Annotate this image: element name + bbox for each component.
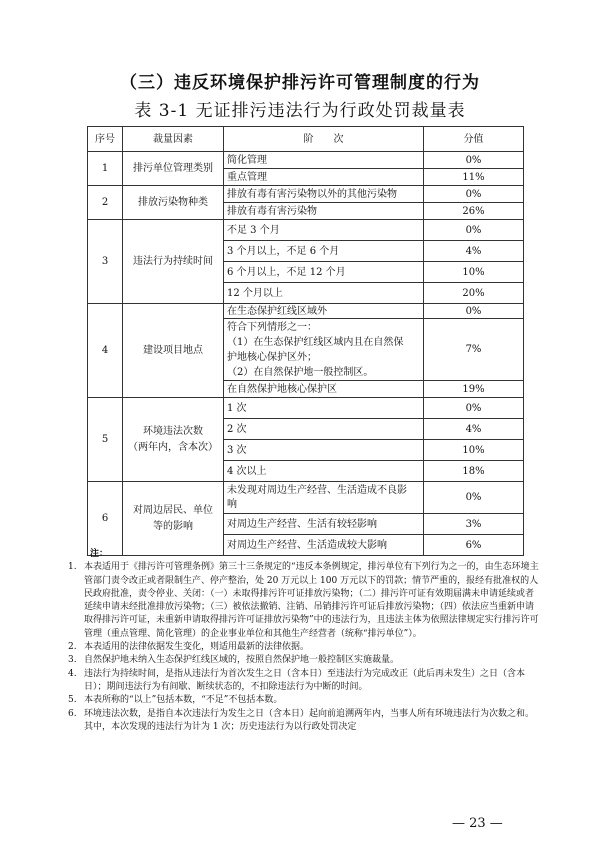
level-cell: 简化管理 — [224, 152, 424, 169]
score-cell: 0% — [424, 304, 524, 319]
factor-cell: 排放污染物种类 — [123, 186, 224, 220]
level-cell: 在生态保护红线区域外 — [224, 304, 424, 319]
level-cell: 1 次 — [224, 398, 424, 419]
note-number: 6. — [68, 708, 77, 719]
note-text: 本表适用的法律依据发生变化，则适用最新的法律依据。 — [84, 642, 310, 653]
row-number: 5 — [88, 398, 123, 482]
factor-cell — [123, 482, 224, 556]
score-cell: 0% — [424, 482, 524, 514]
note-number: 5. — [68, 695, 77, 706]
table-row — [88, 220, 524, 241]
level-cell — [224, 319, 424, 381]
page-number: — 23 — — [452, 816, 503, 831]
note-text: 违法行为持续时间，是指从违法行为首次发生之日（含本日）至违法行为完成改正（此后再未发生）之日（含本日）；期间违法行为有间歇、断续状态的，不扣除违法行为中断的时间。 — [84, 668, 526, 692]
score-cell: 11% — [424, 169, 524, 186]
row-number: 1 — [88, 152, 123, 186]
level-cell: 不足 3 个月 — [224, 220, 424, 241]
note-text: 环境违法次数，是指自本次违法行为发生之日（含本日）起向前追溯两年内，当事人所有环境违法行为次数之和。其中，本次发现的违法行为计为 1 次；历史违法行为以行政处罚决定 — [84, 708, 535, 732]
level-line: 符合下列情形之一： — [227, 321, 317, 333]
factor-cell: 排污单位管理类别 — [123, 152, 224, 186]
level-cell: 在自然保护地核心保护区 — [224, 381, 424, 398]
table-row — [88, 482, 524, 514]
table-row — [88, 186, 524, 203]
col-header-no: 序号 — [88, 127, 123, 152]
score-cell: 18% — [424, 461, 524, 482]
factor-line: 等的影响 — [153, 520, 193, 532]
level-cell: 重点管理 — [224, 169, 424, 186]
level-cell: 4 次以上 — [224, 461, 424, 482]
level-cell: 12 个月以上 — [224, 283, 424, 304]
note-item — [68, 561, 540, 641]
score-cell: 3% — [424, 514, 524, 535]
table-header-row — [88, 127, 524, 152]
score-cell: 19% — [424, 381, 524, 398]
note-number: 3. — [68, 655, 77, 666]
level-cell: 排放有毒有害污染物 — [224, 203, 424, 220]
note-number: 1. — [68, 562, 77, 573]
score-cell: 4% — [424, 419, 524, 440]
score-cell: 7% — [424, 319, 524, 381]
table-row — [88, 304, 524, 319]
col-header-factor: 裁量因素 — [123, 127, 224, 152]
factor-cell: 违法行为持续时间 — [123, 220, 224, 304]
note-item — [68, 708, 540, 735]
level-line: 未发现对周边生产经营、生活造成不良影 — [227, 484, 407, 496]
score-cell: 0% — [424, 186, 524, 203]
level-cell: 3 个月以上，不足 6 个月 — [224, 241, 424, 262]
note-item — [68, 668, 540, 695]
score-cell: 0% — [424, 398, 524, 419]
factor-line: （两年内，含本次） — [128, 441, 218, 453]
level-line: 响 — [227, 498, 237, 510]
table-row — [88, 398, 524, 419]
factor-cell: 建设项目地点 — [123, 304, 224, 398]
penalty-table — [87, 126, 524, 556]
col-header-score: 分值 — [424, 127, 524, 152]
note-item — [68, 641, 540, 654]
notes-section — [68, 548, 540, 734]
score-cell: 20% — [424, 283, 524, 304]
level-cell: 2 次 — [224, 419, 424, 440]
score-cell: 4% — [424, 241, 524, 262]
row-number: 6 — [88, 482, 123, 556]
row-number: 4 — [88, 304, 123, 398]
score-cell: 0% — [424, 220, 524, 241]
level-cell: 对周边生产经营、生活有较轻影响 — [224, 514, 424, 535]
score-cell: 6% — [424, 535, 524, 556]
note-text: 本表适用于《排污许可管理条例》第三十三条规定的“违反本条例规定，排污单位有下列行为之一的，由生态环境主管部门责令改正或者限制生产、停产整治，处 20 万元以上 100 万元以下的罚款；情节严重的，报经有批准权的人民政府批准，责令停业、关闭：（一）未取得排污许可证排放污染物；（二）排污许可证有效期届满未申请延续或者延续申请未经批准排放污染物；（三）被依法撤销、注销、吊销排污许可证后排放污染物；（四）依法应当重新申请取得排污许可证，未重新申请取得排污许可证排放污染物”中的违法行为，且违法主体为依照法律规定实行排污许可管理（重点管理、简化管理）的企业事业单位和其他生产经营者（统称“排污单位”）。 — [84, 562, 539, 639]
notes-title: 注： — [90, 549, 109, 559]
level-cell: 对周边生产经营、生活造成较大影响 — [224, 535, 424, 556]
level-line: 护地核心保护区外； — [227, 351, 317, 363]
level-cell — [224, 482, 424, 514]
col-header-level: 阶 次 — [224, 127, 424, 152]
level-cell: 6 个月以上，不足 12 个月 — [224, 262, 424, 283]
note-text: 自然保护地未纳入生态保护红线区域的，按照自然保护地一般控制区实施裁量。 — [84, 655, 400, 666]
note-item — [68, 654, 540, 667]
row-number: 3 — [88, 220, 123, 304]
note-item — [68, 694, 540, 707]
factor-cell — [123, 398, 224, 482]
note-number: 4. — [68, 668, 77, 679]
level-line: （2）在自然保护地一般控制区。 — [227, 366, 374, 378]
level-line: （1）在生态保护红线区域内且在自然保 — [227, 336, 404, 348]
note-text: 本表所称的“以上”包括本数，“不足”不包括本数。 — [84, 695, 283, 706]
level-cell: 排放有毒有害污染物以外的其他污染物 — [224, 186, 424, 203]
row-number: 2 — [88, 186, 123, 220]
table-row — [88, 152, 524, 169]
score-cell: 10% — [424, 440, 524, 461]
factor-line: 环境违法次数 — [143, 425, 203, 437]
table-title: 表 3-1 无证排污违法行为行政处罚裁量表 — [134, 101, 466, 121]
score-cell: 26% — [424, 203, 524, 220]
section-heading: （三）违反环境保护排污许可管理制度的行为 — [120, 73, 480, 93]
note-number: 2. — [68, 642, 77, 653]
level-cell: 3 次 — [224, 440, 424, 461]
score-cell: 10% — [424, 262, 524, 283]
factor-line: 对周边居民、单位 — [133, 504, 213, 516]
score-cell: 0% — [424, 152, 524, 169]
